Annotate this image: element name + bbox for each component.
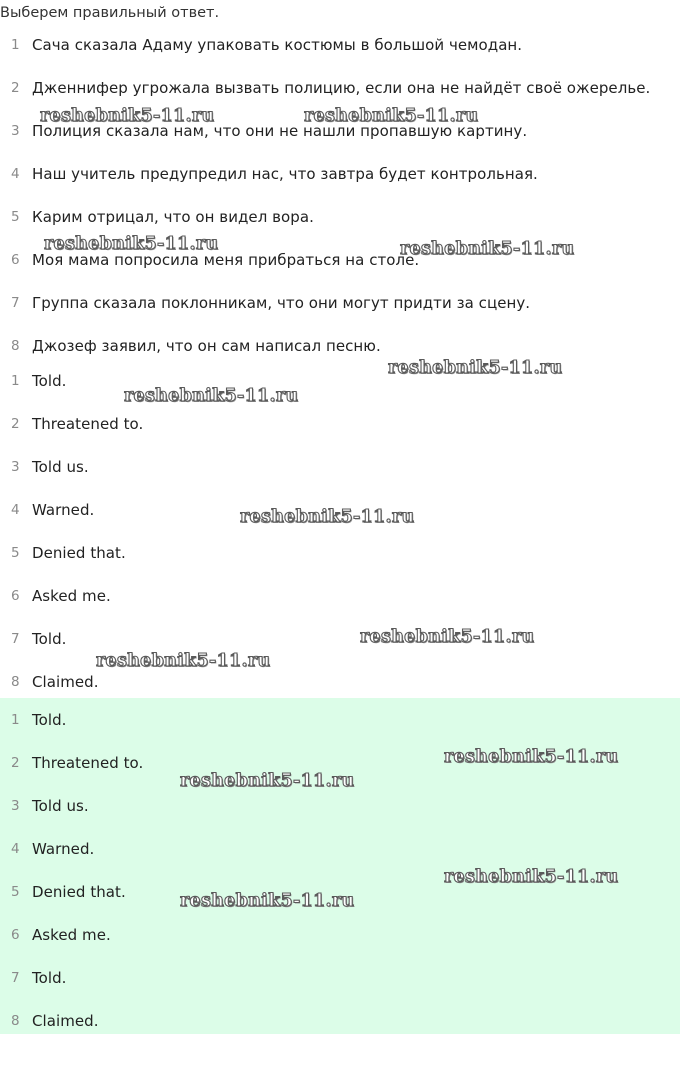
item-number: 6 [11, 926, 20, 943]
answer-panel [0, 698, 680, 1034]
item-number: 1 [11, 372, 20, 389]
item-number: 2 [11, 415, 20, 432]
item-text: Told. [32, 371, 67, 390]
list-item [0, 741, 680, 784]
item-text: Моя мама попросила меня прибраться на столе. [32, 250, 420, 269]
item-text: Карим отрицал, что он видел вора. [32, 207, 314, 226]
item-number: 1 [11, 36, 20, 53]
watermark: reshebnik5-11.ru [304, 106, 479, 126]
item-number: 5 [11, 208, 20, 225]
item-number: 5 [11, 883, 20, 900]
watermark: reshebnik5-11.ru [180, 891, 355, 911]
item-number: 6 [11, 251, 20, 268]
watermark: reshebnik5-11.ru [180, 771, 355, 791]
watermark: reshebnik5-11.ru [96, 651, 271, 671]
item-text: Told us. [32, 457, 89, 476]
list-item [0, 956, 680, 999]
item-text: Denied that. [32, 882, 126, 901]
item-number: 8 [11, 337, 20, 354]
item-text: Claimed. [32, 1011, 99, 1030]
watermark: reshebnik5-11.ru [444, 867, 619, 887]
item-number: 8 [11, 1012, 20, 1029]
item-text: Полиция сказала нам, что они не нашли пропавшую картину. [32, 121, 528, 140]
list-item [0, 574, 680, 617]
list-item [0, 359, 680, 402]
watermark: reshebnik5-11.ru [240, 507, 415, 527]
sentence-list [0, 23, 680, 367]
item-number: 6 [11, 587, 20, 604]
item-text: Told. [32, 629, 67, 648]
item-text: Warned. [32, 839, 95, 858]
list-item [0, 109, 680, 152]
list-item [0, 660, 680, 703]
list-item [0, 870, 680, 913]
watermark: reshebnik5-11.ru [40, 106, 215, 126]
item-text: Сача сказала Адаму упаковать костюмы в большой чемодан. [32, 35, 523, 54]
option-list [0, 359, 680, 703]
list-item [0, 281, 680, 324]
item-number: 3 [11, 797, 20, 814]
list-item [0, 402, 680, 445]
item-number: 3 [11, 122, 20, 139]
item-number: 7 [11, 630, 20, 647]
item-number: 5 [11, 544, 20, 561]
item-text: Наш учитель предупредил нас, что завтра будет контрольная. [32, 164, 538, 183]
item-text: Группа сказала поклонникам, что они могут придти за сцену. [32, 293, 531, 312]
item-text: Джозеф заявил, что он сам написал песню. [32, 336, 381, 355]
item-number: 1 [11, 711, 20, 728]
item-text: Told. [32, 710, 67, 729]
item-number: 8 [11, 673, 20, 690]
watermark: reshebnik5-11.ru [444, 747, 619, 767]
list-item [0, 999, 680, 1042]
item-number: 4 [11, 165, 20, 182]
list-item [0, 238, 680, 281]
list-item [0, 152, 680, 195]
watermark: reshebnik5-11.ru [388, 358, 563, 378]
item-number: 4 [11, 840, 20, 857]
item-text: Told us. [32, 796, 89, 815]
item-number: 7 [11, 294, 20, 311]
item-text: Denied that. [32, 543, 126, 562]
item-text: Asked me. [32, 586, 111, 605]
list-item [0, 66, 680, 109]
item-number: 7 [11, 969, 20, 986]
item-text: Asked me. [32, 925, 111, 944]
watermark: reshebnik5-11.ru [124, 386, 299, 406]
instruction-text: Выберем правильный ответ. [0, 5, 220, 21]
watermark: reshebnik5-11.ru [400, 239, 575, 259]
item-text: Threatened to. [32, 753, 144, 772]
list-item [0, 445, 680, 488]
list-item [0, 195, 680, 238]
list-item [0, 23, 680, 66]
list-item [0, 913, 680, 956]
item-text: Threatened to. [32, 414, 144, 433]
list-item [0, 784, 680, 827]
item-number: 2 [11, 79, 20, 96]
item-number: 2 [11, 754, 20, 771]
watermark: reshebnik5-11.ru [360, 627, 535, 647]
list-item [0, 617, 680, 660]
watermark: reshebnik5-11.ru [44, 234, 219, 254]
item-text: Claimed. [32, 672, 99, 691]
list-item [0, 488, 680, 531]
item-text: Told. [32, 968, 67, 987]
list-item [0, 531, 680, 574]
item-number: 3 [11, 458, 20, 475]
list-item [0, 827, 680, 870]
item-text: Warned. [32, 500, 95, 519]
list-item [0, 698, 680, 741]
item-text: Дженнифер угрожала вызвать полицию, если она не найдёт своё ожерелье. [32, 78, 651, 97]
item-number: 4 [11, 501, 20, 518]
